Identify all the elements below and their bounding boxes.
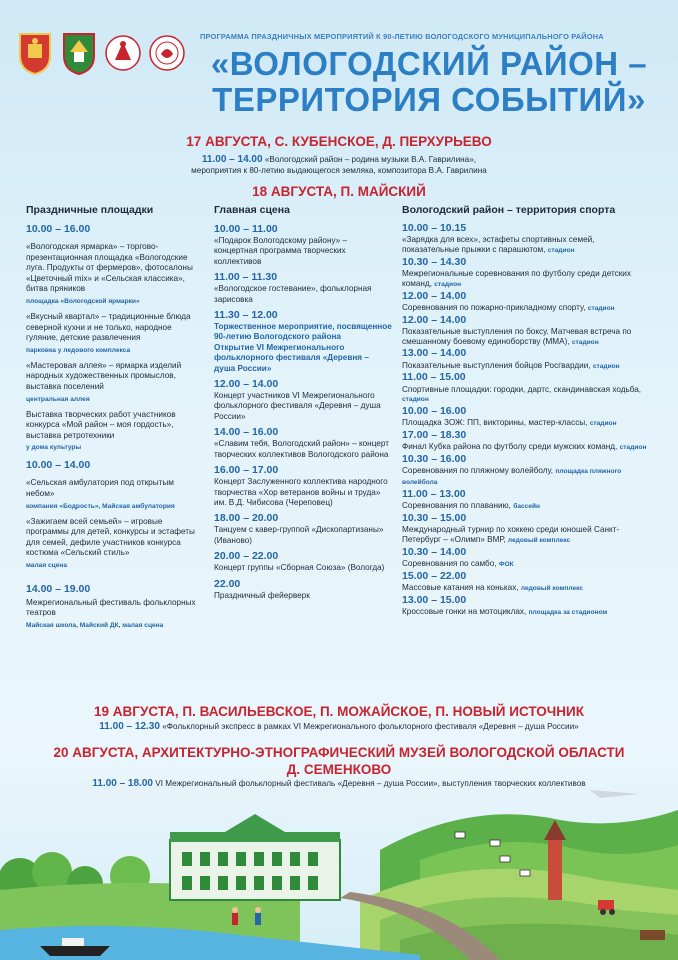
- event-text: Выставка творческих работ участников конкурса «Мой район – моя гордость», выставка ретротехники: [26, 409, 176, 440]
- event-text: «Зажигаем всей семьей» – игровые программы для детей, конкурсы и эстафеты для семей, дефиле участников конкурса костюма «Сельский стиль»: [26, 516, 195, 558]
- district-coat-of-arms-icon: [60, 30, 98, 76]
- event-text: «Вологодское гостевание», фольклорная зарисовка: [214, 284, 372, 304]
- event-highlight: 90-летию Вологодского района: [214, 332, 341, 342]
- event-time: 15.00 – 22.00: [402, 569, 467, 582]
- event-text: Концерт группы «Сборная Союза» (Вологда): [214, 563, 385, 573]
- event-text: Финал Кубка района по футболу среди мужских команд,: [402, 442, 618, 452]
- event-place: бассейн: [513, 503, 541, 511]
- event-text: Соревнования по самбо,: [402, 558, 497, 568]
- list-item: [26, 582, 204, 630]
- vologda-coat-of-arms-icon: [16, 30, 54, 76]
- event-place: стадион: [434, 280, 462, 288]
- event-time: 14.00 – 19.00: [26, 582, 91, 595]
- event-time: 22.00: [214, 577, 241, 590]
- event-time: 12.00 – 14.00: [402, 289, 467, 302]
- event-text: Соревнования по плаванию,: [402, 501, 511, 511]
- list-item: [26, 478, 204, 510]
- aug20-time: 11.00 – 18.00: [92, 778, 153, 789]
- list-item: [26, 458, 204, 472]
- list-item: [26, 517, 204, 570]
- list-item: [214, 425, 392, 460]
- aug19-heading: 19 АВГУСТА, П. ВАСИЛЬЕВСКОЕ, П. МОЖАЙСКОЕ, П. НОВЫЙ ИСТОЧНИК: [94, 704, 584, 719]
- event-text: Кроссовые гонки на мотоциклах,: [402, 606, 527, 616]
- list-item: [26, 410, 204, 453]
- aug19-time: 11.00 – 12.30: [99, 721, 160, 732]
- event-time: 10.30 – 14.30: [402, 255, 467, 268]
- landscape-illustration: [0, 780, 678, 960]
- aug17-line1: «Вологодский район – родина музыки В.А. Гаврилина»,: [264, 155, 477, 164]
- col2-events: [214, 222, 392, 604]
- list-item: [26, 242, 204, 306]
- event-time: 13.00 – 15.00: [402, 593, 467, 606]
- list-item: [214, 222, 392, 267]
- event-place: стадион: [619, 444, 647, 452]
- event-text: Межрегиональные соревнования по футболу среди детских команд,: [402, 269, 631, 288]
- logos: [16, 30, 186, 76]
- event-text: «Зарядка для всех», эстафеты спортивных семей, показательные прыжки с парашютом,: [402, 235, 595, 254]
- event-time: 10.30 – 16.00: [402, 453, 467, 466]
- event-place: центральная аллея: [26, 395, 90, 403]
- col1-events: [26, 222, 204, 636]
- list-item: [402, 488, 654, 512]
- anniversary-emblem-icon: [104, 30, 142, 76]
- event-time: 18.00 – 20.00: [214, 512, 279, 525]
- list-item: [26, 222, 204, 236]
- list-item: [402, 347, 654, 371]
- list-item: [402, 546, 654, 570]
- event-text: «Сельская амбулатория под открытым небом»: [26, 478, 174, 498]
- col3-heading: Вологодский район – территория спорта: [402, 204, 616, 216]
- event-time: 10.00 – 16.00: [26, 223, 91, 235]
- event-highlight: Торжественное мероприятие, посвященное: [214, 322, 392, 332]
- list-item: [214, 377, 392, 422]
- aug20-heading: [0, 744, 678, 778]
- col1-heading: Праздничные площадки: [26, 204, 154, 216]
- aug20-heading-line1: 20 АВГУСТА, АРХИТЕКТУРНО-ЭТНОГРАФИЧЕСКИЙ МУЗЕЙ ВОЛОГОДСКОЙ ОБЛАСТИ: [53, 745, 625, 760]
- list-item: [402, 314, 654, 348]
- event-place: стадион: [592, 362, 620, 370]
- festival-emblem-icon: [148, 30, 186, 76]
- aug17-heading: 17 АВГУСТА, С. КУБЕНСКОЕ, Д. ПЕРХУРЬЕВО: [186, 134, 492, 149]
- event-text: «Вкусный квартал» – традиционные блюда северной кухни и не только, народное гуляние, детские развлечения: [26, 311, 191, 343]
- title-line-2: ТЕРРИТОРИЯ СОБЫТИЙ»: [212, 81, 646, 118]
- event-text: «Подарок Вологодскому району» – концертная программа творческих коллективов: [214, 236, 348, 266]
- list-item: [402, 371, 654, 405]
- event-text: Межрегиональный фестиваль фольклорных театров: [26, 597, 196, 618]
- event-highlight: Открытие VI Межрегионального фольклорного фестиваля «Деревня – душа России»: [214, 342, 369, 373]
- event-place: Майская школа, Майский ДК, малая сцена: [26, 622, 164, 630]
- event-place: у дома культуры: [26, 444, 82, 452]
- event-time: 11.00 – 11.30: [214, 271, 278, 284]
- list-item: [214, 511, 392, 546]
- event-time: 11.00 – 13.00: [402, 487, 466, 500]
- event-text: Показательные выступления по боксу. Матчевая встреча по смешанному боевому единоборству (ММА),: [402, 326, 632, 346]
- event-time: 10.30 – 14.00: [402, 545, 467, 558]
- event-place: стадион: [547, 247, 575, 254]
- event-text: Показательные выступления бойцов Росгвардии,: [402, 360, 591, 370]
- event-time: 17.00 – 18.30: [402, 429, 467, 442]
- list-item: [402, 512, 654, 546]
- event-text: Концерт участников VI Межрегионального фольклорного фестиваля «Деревня – душа России»: [214, 391, 381, 421]
- event-time: 14.00 – 16.00: [214, 426, 279, 439]
- aug18-heading: 18 АВГУСТА, П. МАЙСКИЙ: [252, 184, 426, 199]
- event-text: Танцуем с кавер-группой «Дископартизаны» (Иваново): [214, 525, 384, 545]
- event-place: парковка у ледового комплекса: [26, 346, 131, 354]
- aug20-heading-line2: Д. СЕМЕНКОВО: [286, 762, 392, 777]
- event-time: 11.00 – 15.00: [402, 371, 466, 384]
- event-text: Праздничный фейерверк: [214, 590, 310, 600]
- aug17-details: [0, 154, 678, 176]
- event-time: 11.30 – 12.00: [214, 309, 278, 322]
- list-item: [402, 405, 654, 429]
- event-place: площадка за стадионом: [528, 608, 608, 616]
- col2-heading: Главная сцена: [214, 204, 290, 216]
- event-time: 10.00 – 11.00: [214, 223, 278, 235]
- event-text: Соревнования по пожарно-прикладному спорту,: [402, 302, 586, 312]
- event-text: Спортивные площадки: городки, дартс, скандинавская ходьба,: [402, 384, 642, 394]
- event-text: «Вологодская ярмарка» – торгово-презентационная площадка «Вологодские луга. Продукты от фермеров», фотосалоны «Цветочный mix» и «Сельская классика», битва пряников: [26, 242, 193, 294]
- event-place: ледовый комплекс: [520, 584, 584, 592]
- event-time: 12.00 – 14.00: [214, 378, 279, 391]
- event-text: Соревнования по пляжному волейболу,: [402, 466, 554, 476]
- list-item: [402, 570, 654, 594]
- list-item: [402, 256, 654, 290]
- event-place: стадион: [402, 396, 429, 404]
- event-text: Концерт Заслуженного коллектива народного творчества «Хор ветеранов войны и труда» им. В.Д. Чибисова (Череповец): [214, 477, 388, 507]
- list-item: [402, 594, 654, 618]
- event-text: «Славим тебя, Вологодский район» – концерт творческих коллективов Вологодского района: [214, 439, 389, 459]
- event-text: Площадка ЗОЖ: ПП, викторины, мастер-классы,: [402, 418, 588, 428]
- col3-events: [402, 222, 654, 618]
- event-place: площадка пляжного волейбола: [402, 468, 622, 487]
- event-text: «Мастеровая аллея» – ярмарка изделий народных художественных промыслов, выставка поселений: [26, 360, 182, 391]
- event-place: стадион: [571, 338, 599, 346]
- event-place: стадион: [589, 420, 617, 428]
- event-place: компания «Бодрость», Майская амбулатория: [26, 502, 175, 510]
- aug17-line2: мероприятия к 80-летию выдающегося земляка, композитора В.А. Гаврилина: [191, 166, 487, 175]
- page-title: [184, 46, 674, 118]
- list-item: [402, 453, 654, 488]
- list-item: [402, 222, 654, 256]
- event-time: 10.00 – 16.00: [402, 405, 467, 418]
- list-item: [402, 429, 654, 453]
- list-item: [402, 290, 654, 314]
- event-time: 10.00 – 10.15: [402, 222, 467, 234]
- list-item: [214, 270, 392, 305]
- list-item: [214, 577, 392, 601]
- event-place: площадка «Вологодской ярмарки»: [26, 297, 140, 305]
- aug17-time: 11.00 – 14.00: [201, 154, 263, 165]
- aug19-details: [0, 721, 678, 732]
- event-place: стадион: [587, 304, 615, 312]
- aug20-text: VI Межрегиональный фольклорный фестиваль «Деревня – душа России», выступления творческих коллективов: [155, 779, 586, 788]
- event-time: 12.00 – 14.00: [402, 313, 467, 326]
- event-time: 13.00 – 14.00: [402, 347, 467, 360]
- aug19-text: «Фольклорный экспресс в рамках VI Межрегионального фольклорного фестиваля «Деревня – душа России»: [162, 722, 579, 731]
- event-place: ледовый комплекс: [507, 536, 571, 544]
- list-item: [214, 308, 392, 374]
- list-item: [26, 312, 204, 355]
- event-time: 20.00 – 22.00: [214, 550, 279, 563]
- event-place: ФОК: [498, 560, 514, 568]
- list-item: [214, 463, 392, 508]
- event-time: 10.30 – 15.00: [402, 511, 467, 524]
- title-line-1: «ВОЛОГОДСКИЙ РАЙОН –: [210, 45, 648, 82]
- program-caption: ПРОГРАММА ПРАЗДНИЧНЫХ МЕРОПРИЯТИЙ К 90-ЛЕТИЮ ВОЛОГОДСКОГО МУНИЦИПАЛЬНОГО РАЙОНА: [200, 32, 604, 41]
- event-text: Массовые катания на коньках,: [402, 582, 519, 592]
- event-text: Международный турнир по хоккею среди юношей Санкт-Петербург – «Олимп» ВМР,: [402, 525, 620, 544]
- event-time: 10.00 – 14.00: [26, 459, 91, 472]
- event-place: малая сцена: [26, 561, 68, 569]
- list-item: [26, 361, 204, 404]
- list-item: [214, 549, 392, 573]
- event-time: 16.00 – 17.00: [214, 464, 279, 477]
